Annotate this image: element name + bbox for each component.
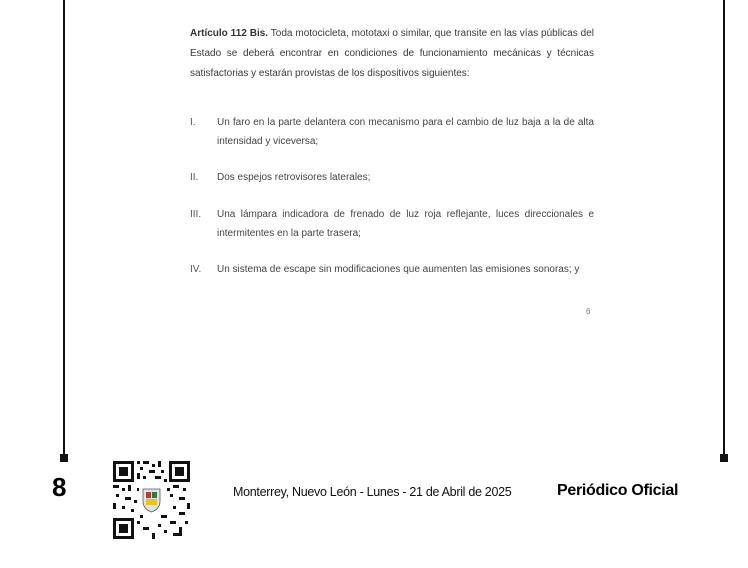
item-text: Un faro en la parte delantera con mecanismo para el cambio de luz baja a la de alta intensidad y viceversa; <box>217 117 594 147</box>
frame-left-line <box>63 0 65 458</box>
footer-publication-name: Periódico Oficial <box>557 482 679 499</box>
list-item <box>190 113 594 151</box>
item-text: Un sistema de escape sin modificaciones que aumenten las emisiones sonoras; y <box>217 264 580 275</box>
frame-right-corner <box>720 454 728 462</box>
item-number: III. <box>190 209 202 220</box>
item-number: I. <box>190 117 196 128</box>
footer-page-number: 8 <box>52 472 67 502</box>
article-text: Toda motocicleta, mototaxi o similar, que transite en las vías públicas del Estado se deberá encontrar en condiciones de funcionamiento mecánicas y técnicas satisfactorias y estarán provistas de los dispositivos siguientes: <box>190 28 594 79</box>
frame-left-corner <box>60 454 68 462</box>
list-item <box>190 168 594 187</box>
list-item <box>190 205 594 243</box>
frame-right-line <box>723 0 725 458</box>
footer-date-line: Monterrey, Nuevo León - Lunes - 21 de Abril de 2025 <box>233 485 512 499</box>
item-number: II. <box>190 172 199 183</box>
item-text: Una lámpara indicadora de frenado de luz roja reflejante, luces direccionales e intermitentes en la parte trasera; <box>217 209 594 239</box>
list-item <box>190 260 594 279</box>
item-number: IV. <box>190 264 202 275</box>
inner-page-number: 6 <box>586 307 591 316</box>
article-label: Artículo 112 Bis. <box>190 28 269 39</box>
qr-code <box>113 461 190 539</box>
item-text: Dos espejos retrovisores laterales; <box>217 172 371 183</box>
article-112-bis <box>190 24 594 84</box>
